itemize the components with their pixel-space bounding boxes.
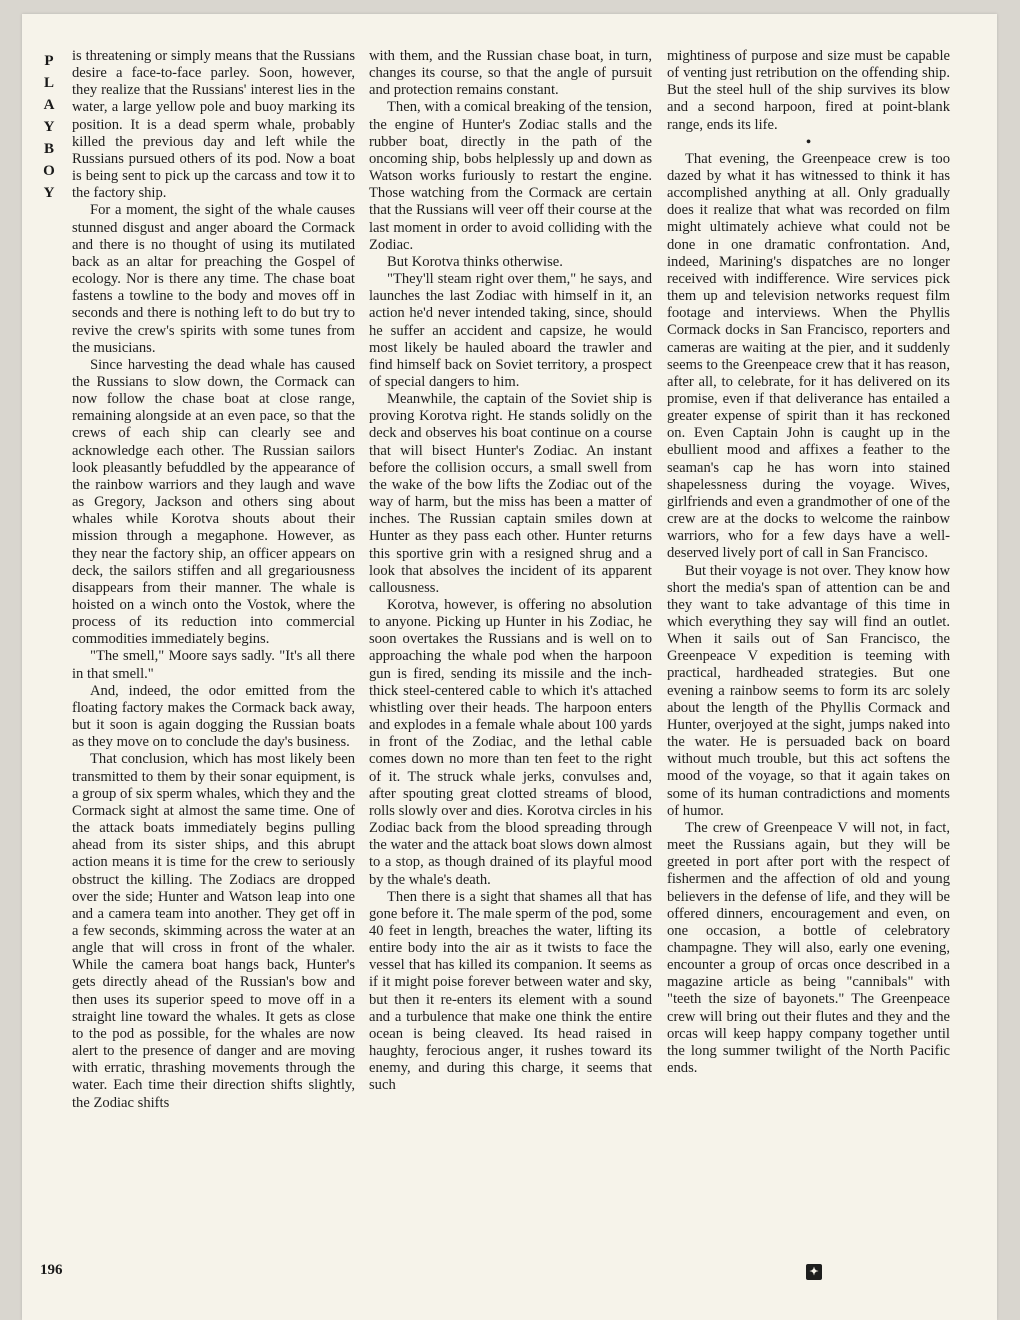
magazine-name-letter: O (43, 163, 55, 179)
magazine-name-letter: A (43, 97, 55, 113)
text-column-1 (72, 48, 355, 1112)
paragraph: is threatening or simply means that the Russians desire a face-to-face parley. Soon, however, they realize that the Russians' interest lies in the water, a large yellow pole and buoy marking its position. It is a dead sperm whale, probably killed the previous day and left while the Russians pursued others of its pod. Now a boat is being sent to pick up the carcass and tow it to the factory ship. (72, 48, 355, 202)
magazine-page (22, 14, 997, 1320)
page-number: 196 (40, 1262, 63, 1278)
paragraph: For a moment, the sight of the whale causes stunned disgust and anger aboard the Cormack and there is no thought of using its mutilated back as an altar for preaching the Gospel of ecology. Nor is there any time. The chase boat fastens a towline to the body and moves off in seconds and there is nothing left to do but try to revive the crew's spirits with some tunes from the musicians. (72, 202, 355, 356)
paragraph: But Korotva thinks otherwise. (387, 253, 563, 270)
paragraph: mightiness of purpose and size must be capable of venting just retribution on the offending ship. But the steel hull of the ship survives its blow and a second harpoon, fired at point-blank range, ends its life. (667, 48, 950, 133)
magazine-name-letter: P (44, 53, 54, 69)
paragraph: "They'll steam right over them," he says, and launches the last Zodiac with himself in it, an action he'd never intended taking, since, should he suffer an accident and capsize, he would most likely be hauled aboard the trawler and find himself back on Soviet territory, a prospect of special dangers to him. (369, 271, 652, 390)
magazine-name-letter: Y (43, 185, 55, 201)
text-column-3 (667, 48, 950, 1077)
paragraph: "The smell," Moore says sadly. "It's all there in that smell." (72, 648, 355, 682)
paragraph: And, indeed, the odor emitted from the floating factory makes the Cormack back away, but it soon is again dogging the Russian boats as they move on to conclude the day's business. (72, 682, 355, 751)
magazine-name-letter: B (43, 141, 54, 157)
magazine-name-vertical (38, 50, 60, 204)
magazine-name-letter: L (43, 75, 54, 91)
paragraph: Korotva, however, is offering no absolution to anyone. Picking up Hunter in his Zodiac, he soon overtakes the Russians and is well on to approaching the whale pod when the harpoon gun is fired, sending its missile and the inch-thick steel-centered cable to which it's attached whistling over their heads. The harpoon enters and explodes in a female whale about 100 yards in front of the Zodiac, and the lethal cable comes down no more than ten feet to the right of it. The struck whale jerks, convulses and, after spouting great clotted streams of blood, rolls slowly over and dies. Korotva circles in his Zodiac back from the blood spreading through the water and the attack boat slows down almost to a stop, as though drained of its playful mood by the whale's death. (369, 597, 652, 888)
text-column-2 (369, 48, 652, 1095)
paragraph: Then there is a sight that shames all that has gone before it. The male sperm of the pod, some 40 feet in length, breaches the water, lifting its entire body into the air as it twists to face the vessel that has killed its companion. It seems as if it might poise forever between water and sky, but then it re-enters its element with a sound and a turbulence that make one think the entire ocean is being cleaved. Its head raised in haughty, ferocious anger, it rushes toward its enemy, and during this charge, it seems that such (369, 888, 653, 1094)
paragraph: Since harvesting the dead whale has caused the Russians to slow down, the Cormack can now follow the chase boat at close range, remaining alongside at an even pace, so that the crews of each ship can clearly see and acknowledge each other. The Russian sailors look pleasantly befuddled by the appearance of the rainbow warriors and they laugh and wave as Gregory, Jackson and others sing about whales while Korotva shouts about their mission through a megaphone. However, as they near the factory ship, an officer appears on deck, the sailors stiffen and all gregariousness disappears from their manner. The whale is hoisted on a winch onto the Vostok, where the process of its reduction into commercial commodities immediately begins. (72, 356, 355, 648)
rabbit-end-mark-icon: ✦ (806, 1264, 822, 1280)
paragraph: with them, and the Russian chase boat, in turn, changes its course, so that the angle of pursuit and protection remains constant. (369, 48, 652, 99)
paragraph: Meanwhile, the captain of the Soviet ship is proving Korotva right. He stands solidly on the deck and observes his boat continue on a course that will bisect Hunter's Zodiac. An instant before the collision occurs, a small swell from the wake of the bow lifts the Zodiac out of the way of harm, but the miss has been a matter of inches. The Russian captain smiles down at Hunter as they pass each other. Hunter returns this sportive grin with a resigned shrug and a look that absolves the incident of its apparent callousness. (369, 391, 652, 596)
paragraph: Then, with a comical breaking of the tension, the engine of Hunter's Zodiac stalls and the rubber boat, directly in the path of the oncoming ship, bobs helplessly up and down as Watson works furiously to restart the engine. Those watching from the Cormack are certain that the Russians will veer off their course at the last moment in order to avoid colliding with the Zodiac. (369, 99, 652, 253)
paragraph: The crew of Greenpeace V will not, in fact, meet the Russians again, but they will be greeted in port after port with the respect of fishermen and the affection of old and young believers in the defense of life, and they will be offered dinners, encouragement and even, on one occasion, a bottle of celebratory champagne. They will also, early one evening, encounter a group of orcas once described in a magazine article as being "cannibals" with "teeth the size of bayonets." The Greenpeace crew will bring out their flutes and they and the orcas will keep happy company together until the long summer twilight of the North Pacific ends. (667, 819, 950, 1077)
magazine-name-letter: Y (43, 119, 55, 135)
paragraph: But their voyage is not over. They know how short the media's span of attention can be and they want to take advantage of this time in which everything they say will find an outlet. When it sails out of San Francisco, the Greenpeace V expedition is teeming with practical, hardheaded strategies. But one evening a rainbow seems to form its arc solely about the length of the Phyllis Cormack and Hunter, overjoyed at the sight, jumps naked into the water. He is persuaded back on board without much trouble, but this act softens the mood of the voyage, so that it again takes on some of its human contradictions and moments of humor. (667, 562, 950, 819)
paragraph: That conclusion, which has most likely been transmitted to them by their sonar equipment, is a group of six sperm whales, which they and the Cormack sight at almost the same time. One of the attack boats immediately begins pulling ahead from its sister ships, and this abrupt action means it is time for the crew to seriously obstruct the killing. The Zodiacs are dropped over the side; Hunter and Watson leap into one and a camera team into another. They get off in a few seconds, skimming across the water at an angle that will cross in front of the whaler. While the camera boat hangs back, Hunter's gets directly ahead of the Russian's bow and then uses its superior speed to move off in a straight line toward the whales. It gets as close to the pod as possible, for the whales are now alert to the presence of danger and are moving with erratic, thrashing movements through the water. Each time their direction shifts slightly, the Zodiac shifts (72, 751, 355, 1111)
section-separator: • (805, 133, 812, 151)
paragraph: That evening, the Greenpeace crew is too dazed by what it has witnessed to think it has accomplished anything at all. Only gradually does it realize that what was recorded on film might ultimately achieve what could not be done in one dramatic confrontation. And, indeed, Marining's dispatches are no longer received with indifference. Wire services pick them up and television networks request film footage and interviews. When the Phyllis Cormack docks in San Francisco, reporters and cameras are waiting at the pier, and it suddenly seems to the Greenpeace crew that it has reason, after all, to celebrate, for it has delivered on its promise, even if that deliverance has entailed a greater expense of spirit than it has reckoned on. Even Captain John is caught up in the ebullient mood and affixes a feather to the seaman's cap he has worn into stained shapelessness during the voyage. Wives, girlfriends and even a grandmother of one of the crew are at the docks to welcome the rainbow warriors, who for a few days have a well-deserved lively port of call in San Francisco. (667, 150, 950, 562)
